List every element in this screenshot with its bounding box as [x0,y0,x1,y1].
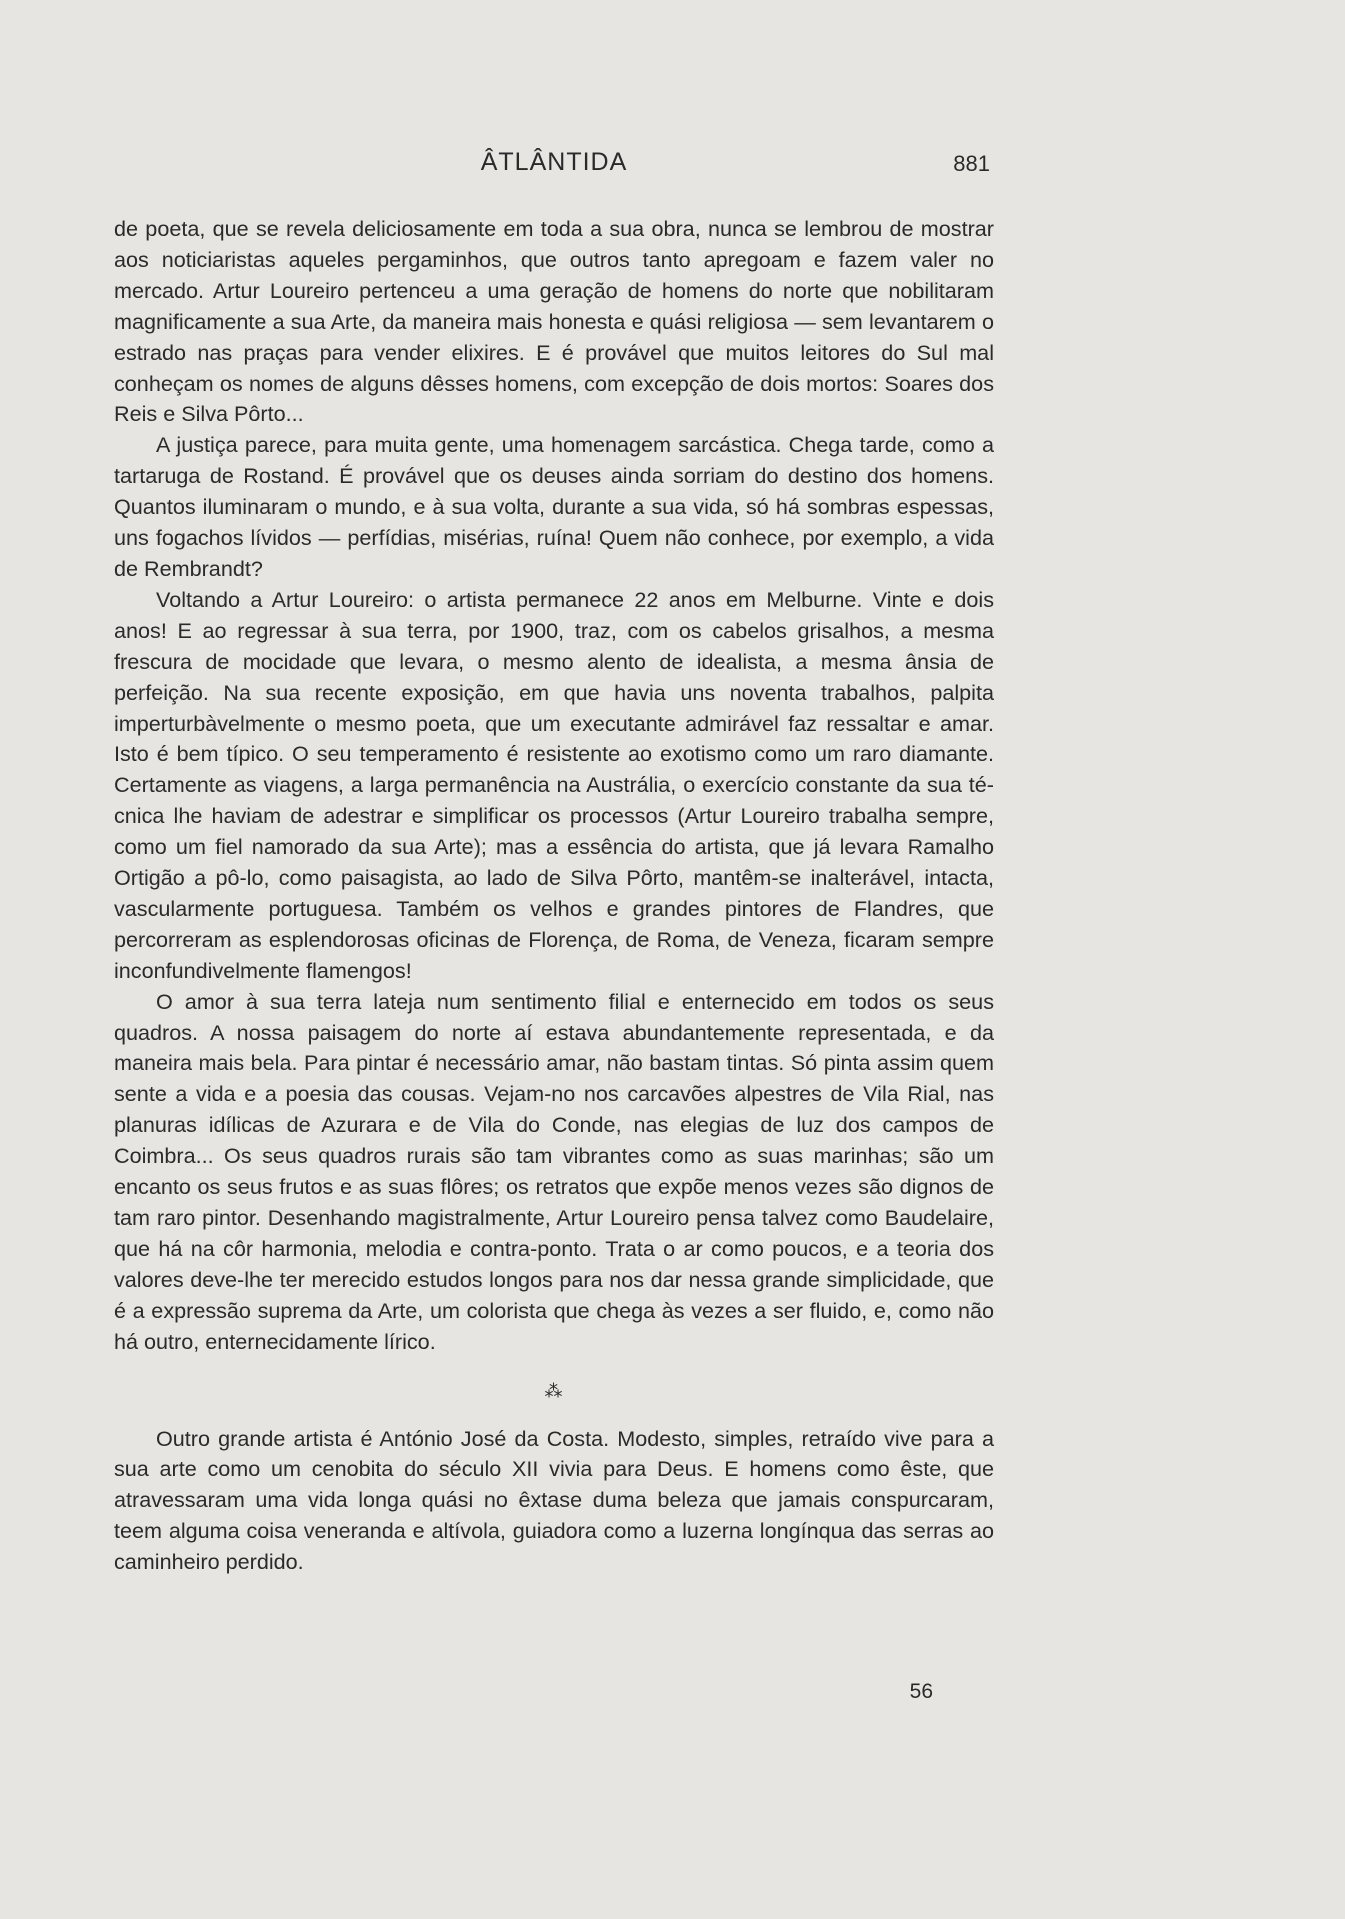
page-header [114,148,994,188]
paragraph: de poeta, que se revela deliciosamente em toda a sua obra, nunca se lembrou de mostrar aos noticiaristas aqueles pergaminhos, que outros tanto apregoam e fazem valer no mercado. Artur Loureiro pertenceu a uma geração de homens do norte que nobilitaram magnificamente a sua Arte, da maneira mais honesta e quási religiosa — sem levantarem o estrado nas praças para vender elixires. E é provável que muitos leitores do Sul mal conheçam os nomes de alguns dêsses homens, com excepção de dois mortos: Soares dos Reis e Silva Pôrto... [114,216,994,427]
paragraph: O amor à sua terra lateja num sentimento filial e enternecido em todos os seus quadros. A nossa paisagem do norte aí estava abundantemente representada, e da maneira mais bela. Para pintar é necessário amar, não bastam tintas. Só pinta assim quem sente a vida e a poesia das cousas. Vejam-no nos carcavões alpestres de Vila Rial, nas planuras idílicas de Azurara e de Vila do Conde, nas elegias de luz dos campos de Coimbra... Os seus quadros rurais são tam vibrantes como as suas marinhas; são um encanto os seus frutos e as suas flôres; os retratos que expõe menos vezes são dignos de tam raro pintor. Desenhando magistralmente, Artur Loureiro pensa talvez como Baudelaire, que há na côr harmonia, melodia e contra-ponto. Trata o ar como poucos, e a teoria dos valores deve-lhe ter merecido estudos longos para nos dar nessa grande simplicidade, que é a expressão suprema da Arte, um colorista que chega às vezes a ser fluido, e, como não há outro, enternecidamente lírico. [114,988,994,1354]
section-separator: ⁂ [544,1380,564,1401]
signature-number: 56 [909,1680,933,1703]
paragraph: Outro grande artista é António José da Costa. Modesto, simples, retraído vive para a sua arte como um cenobita do século XII vivia para Deus. E homens como êste, que atravessaram uma vida longa quási no êxtase duma beleza que jamais conspurcaram, teem alguma coisa veneranda e altívola, guiadora como a luzerna longínqua das serras ao caminheiro perdido. [114,1425,994,1575]
paragraph: A justiça parece, para muita gente, uma homenagem sarcástica. Chega tarde, como a tartaruga de Rostand. É provável que os deuses ainda sorriam do destino dos homens. Quantos iluminaram o mundo, e à sua volta, durante a sua vida, só há sombras espessas, uns fogachos lívidos — perfídias, misérias, ruína! Quem não conhece, por exemplo, a vida de Rembrandt? [114,432,994,581]
paragraph: Voltando a Artur Loureiro: o artista permanece 22 anos em Melburne. Vinte e dois anos! E ao regressar à sua terra, por 1900, traz, com os cabelos grisalhos, a mesma frescura de mocidade que levara, o mesmo alento de idealista, a mesma ânsia de perfeição. Na sua recente exposição, em que havia uns noventa trabalhos, palpita imperturbàvelmente o mesmo poeta, que um executante admirável faz ressaltar e amar. Isto é bem típico. O seu temperamento é resistente ao exotismo como um raro diamante. Certamente as viagens, a larga permanência na Austrália, o exercício constante da sua técnica lhe haviam de adestrar e simplificar os processos (Artur Loureiro trabalha sempre, como um fiel namorado da sua Arte); mas a essência do artista, que já levara Ramalho Ortigão a pô-lo, como paisagista, ao lado de Silva Pôrto, mantêm-se inalterável, intacta, vascularmente portuguesa. Também os velhos e grandes pintores de Flandres, que percorreram as esplendorosas oficinas de Florença, de Roma, de Veneza, ficaram sempre inconfundivelmente flamengos! [114,586,994,983]
page-number: 881 [953,151,990,176]
running-title: ÂTLÂNTIDA [480,148,628,176]
article-body [114,214,994,1578]
